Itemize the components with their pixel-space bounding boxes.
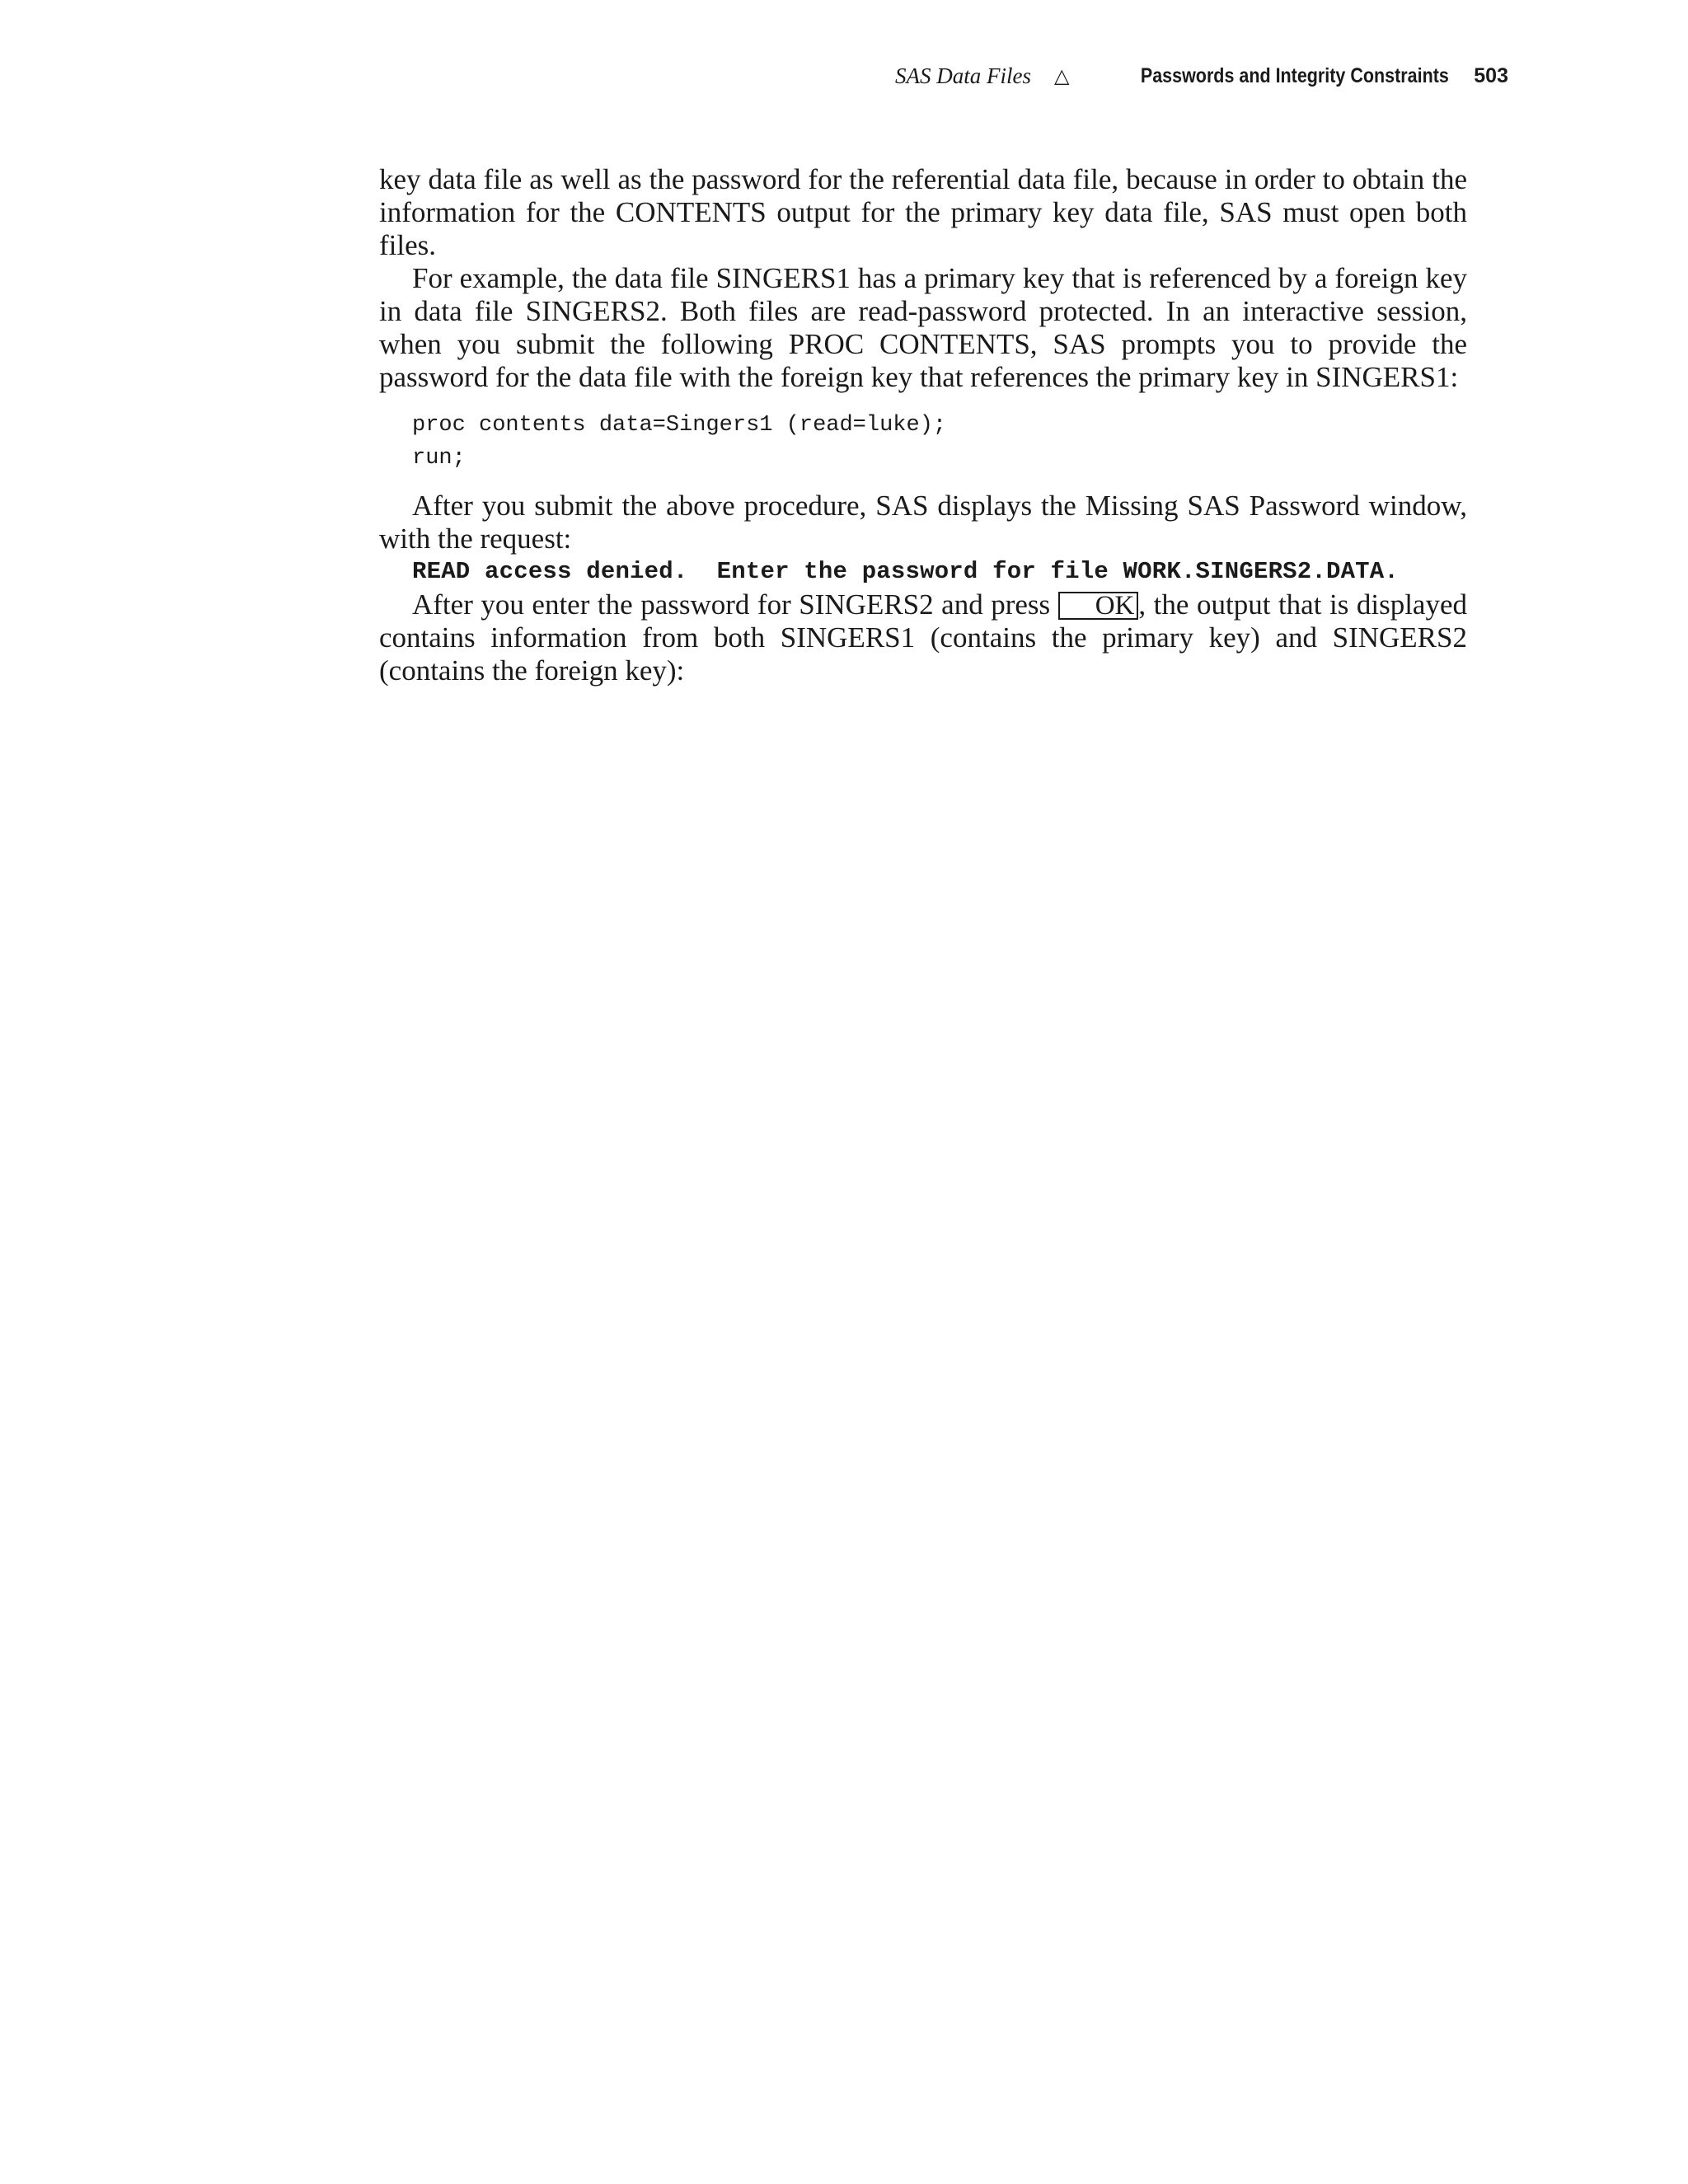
code-block [412, 409, 1467, 475]
paragraph-example: For example, the data file SINGERS1 has a primary key that is referenced by a foreign key in data file SINGERS2. Both files are read-password protected. In an interactive session, when you submit the following PROC CONTENTS, SAS prompts you to provide the password for the data file with the foreign key that references the primary key in SINGERS1: [379, 262, 1467, 393]
code-line: proc contents data=Singers1 (read=luke); [412, 413, 947, 438]
paragraph-output-text: After you enter the password for SINGERS2 and press [412, 588, 1058, 621]
triangle-icon: △ [1053, 64, 1070, 87]
running-head-section: SAS Data Files [895, 63, 1031, 88]
running-head [874, 59, 1508, 92]
page-body [379, 163, 1467, 687]
paragraph-output [379, 588, 1467, 687]
paragraph-continued: key data file as well as the password for the referential data file, because in order to obtain the information for the CONTENTS output for the primary key data file, SAS must open both files. [379, 163, 1467, 261]
paragraph-output-text-cont: , the output that is displayed contains information from both SINGERS1 (contains the primary key) and SINGERS2 (contains the foreign key): [379, 588, 1467, 687]
password-request-message: READ access denied. Enter the password for file WORK.SINGERS2.DATA. [412, 558, 1399, 585]
running-head-title: Passwords and Integrity Constraints [1141, 64, 1450, 87]
page-number: 503 [1474, 64, 1508, 87]
code-line: run; [412, 446, 466, 471]
ok-button-reference: OK [1058, 592, 1139, 620]
paragraph-after-submit: After you submit the above procedure, SAS displays the Missing SAS Password window, with the request: [379, 490, 1467, 555]
